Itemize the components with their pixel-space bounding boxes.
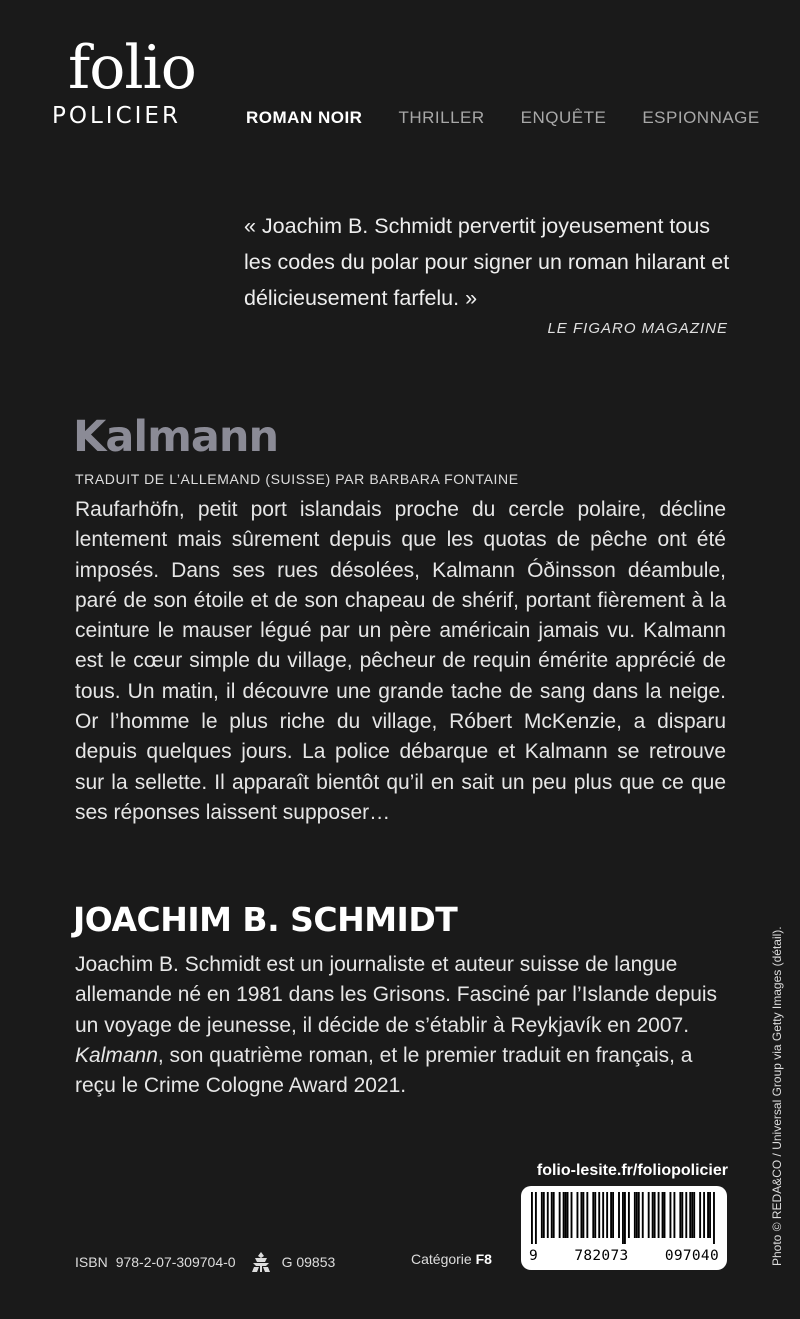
barcode-bar xyxy=(642,1192,644,1238)
barcode-bar xyxy=(654,1192,656,1238)
barcode-bar xyxy=(707,1192,709,1238)
barcode-bar xyxy=(670,1192,672,1238)
barcode-bar xyxy=(691,1192,693,1238)
barcode-bar xyxy=(618,1192,620,1238)
barcode-bar xyxy=(553,1192,555,1238)
barcode-bar xyxy=(664,1192,666,1238)
barcode-bar xyxy=(628,1192,630,1238)
author-bio-title: Kalmann xyxy=(75,1043,158,1067)
author-bio-end: , son quatrième roman, et le premier traduit en français, a reçu le Crime Cologne Award 2021. xyxy=(75,1043,693,1098)
barcode-bar xyxy=(685,1192,687,1238)
press-quote: « Joachim B. Schmidt pervertit joyeusement tous les codes du polar pour signer un roman hilarant et délicieusement farfelu. » xyxy=(244,214,730,310)
barcode-bar xyxy=(594,1192,596,1238)
book-title: Kalmann xyxy=(73,412,279,462)
barcode-digits xyxy=(529,1248,719,1264)
barcode-bar xyxy=(636,1192,638,1238)
barcode-bar xyxy=(622,1192,624,1244)
barcode-bar xyxy=(634,1192,636,1238)
barcode-bar xyxy=(567,1192,569,1238)
barcode-bar xyxy=(612,1192,614,1238)
isbn-label: ISBN xyxy=(75,1254,108,1270)
barcode-digit-group-1: 9 xyxy=(529,1248,539,1264)
author-bio xyxy=(75,950,735,1101)
barcode-bar xyxy=(703,1192,705,1238)
catalog-code: G 09853 xyxy=(281,1254,336,1270)
genre-roman-noir: ROMAN NOIR xyxy=(246,108,363,127)
category-value: F8 xyxy=(475,1251,492,1267)
policier-logo: POLICIER xyxy=(52,103,181,129)
barcode-bar xyxy=(709,1192,711,1238)
barcode-bar xyxy=(577,1192,579,1238)
barcode-bar xyxy=(586,1192,588,1238)
translator-credit: TRADUIT DE L’ALLEMAND (SUISSE) PAR BARBARA FONTAINE xyxy=(75,471,519,487)
isbn-number: 978-2-07-309704-0 xyxy=(115,1254,236,1270)
barcode-bar xyxy=(658,1192,660,1238)
book-summary: Raufarhöfn, petit port islandais proche du cercle polaire, décline lentement mais sûrement depuis que les quotas de pêche ont été imposés. Dans ses rues désolées, Kalmann Óðinsson déambule, paré de son étoile et de son chapeau de shérif, portant fièrement à la ceinture le mauser légué par un père américain jamais vu. Kalmann est le cœur simple du village, pêcheur de requin émérite apprécié de tous. Un matin, il découvre une grande tache de sang dans la neige. Or l’homme le plus riche du village, Róbert McKenzie, a disparu depuis quelques jours. La police débarque et Kalmann se retrouve sur la sellette. Il apparaît bientôt qu’il en sait un peu plus que ce que ses réponses laissent supposer… xyxy=(75,498,726,824)
barcode-bar xyxy=(531,1192,533,1244)
category-label: Catégorie xyxy=(411,1251,472,1267)
barcode-bar xyxy=(547,1192,549,1238)
barcode-bar xyxy=(559,1192,561,1238)
barcode-bar xyxy=(571,1192,573,1238)
gallimard-emblem-icon xyxy=(250,1251,272,1273)
barcode-bar xyxy=(580,1192,582,1238)
barcode-bar xyxy=(662,1192,664,1238)
barcode-bar xyxy=(602,1192,604,1238)
website-link[interactable]: folio-lesite.fr/foliopolicier xyxy=(536,1162,728,1179)
photo-credit: Photo © REDA&CO / Universal Group via Getty Images (détail). xyxy=(770,926,784,1266)
barcode-bar xyxy=(543,1192,545,1238)
barcode-bar xyxy=(681,1192,683,1238)
barcode-bars xyxy=(531,1192,717,1244)
barcode-bar xyxy=(565,1192,567,1238)
barcode-digit-group-2: 782073 xyxy=(574,1248,629,1264)
barcode-bar xyxy=(648,1192,650,1238)
barcode-bar xyxy=(679,1192,681,1238)
quote-source: LE FIGARO MAGAZINE xyxy=(547,320,728,337)
genre-espionnage: ESPIONNAGE xyxy=(642,108,760,127)
barcode-bar xyxy=(624,1192,626,1244)
barcode-bar xyxy=(699,1192,701,1238)
isbn-row xyxy=(75,1251,335,1273)
barcode-bar xyxy=(592,1192,594,1238)
barcode-bar xyxy=(563,1192,565,1238)
barcode-bar xyxy=(693,1192,695,1238)
folio-logo: folio xyxy=(68,33,196,103)
barcode-bar xyxy=(535,1192,537,1244)
author-bio-start: Joachim B. Schmidt est un journaliste et auteur suisse de langue allemande né en 1981 dans les Grisons. Fasciné par l’Islande depuis un voyage de jeunesse, il décide de s’établir à Reykjavík en 2007. xyxy=(75,953,718,1037)
author-name: JOACHIM B. SCHMIDT xyxy=(73,900,458,939)
genre-thriller: THRILLER xyxy=(398,108,485,127)
barcode-bar xyxy=(610,1192,612,1238)
barcode-digit-group-3: 097040 xyxy=(664,1248,719,1264)
barcode-bar xyxy=(541,1192,543,1238)
barcode xyxy=(521,1186,727,1270)
category-info xyxy=(411,1251,492,1267)
barcode-bar xyxy=(582,1192,584,1238)
barcode-bar xyxy=(638,1192,640,1238)
barcode-bar xyxy=(652,1192,654,1238)
barcode-bar xyxy=(606,1192,608,1238)
genre-enquete: ENQUÊTE xyxy=(520,108,607,127)
genre-list xyxy=(246,108,760,128)
barcode-bar xyxy=(598,1192,600,1238)
barcode-bar xyxy=(689,1192,691,1238)
barcode-bar xyxy=(551,1192,553,1238)
barcode-bar xyxy=(673,1192,675,1238)
barcode-bar xyxy=(713,1192,715,1244)
